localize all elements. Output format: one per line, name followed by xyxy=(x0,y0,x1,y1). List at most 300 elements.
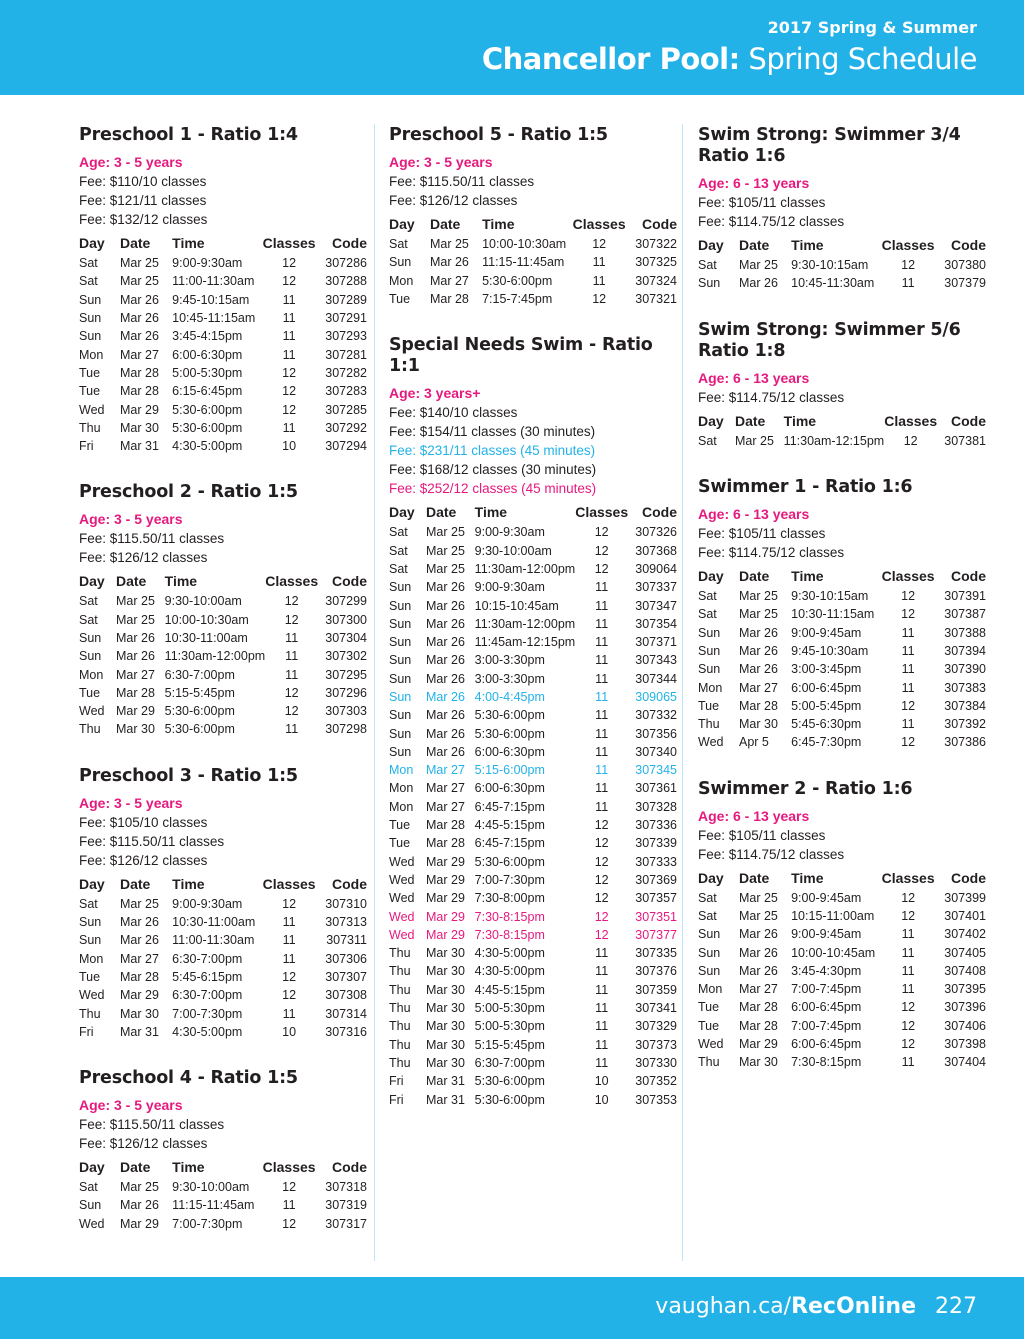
table-row xyxy=(389,743,677,761)
cell-date: Mar 26 xyxy=(426,616,465,631)
cell-day: Sat xyxy=(698,890,717,905)
cell-code: 307289 xyxy=(325,292,367,307)
cell-date: Mar 28 xyxy=(120,365,159,380)
cell-code: 307388 xyxy=(944,625,986,640)
cell-classes: 11 xyxy=(282,292,296,307)
schedule-section xyxy=(79,124,367,455)
header-date: Date xyxy=(739,567,770,584)
table-row xyxy=(698,733,986,751)
cell-day: Tue xyxy=(698,1000,720,1015)
table-row xyxy=(79,931,367,949)
cell-date: Mar 29 xyxy=(738,1037,778,1052)
cell-classes: 11 xyxy=(282,1198,296,1213)
fee-line: Fee: $110/10 classes xyxy=(79,174,207,189)
cell-code: 307288 xyxy=(325,274,367,289)
cell-time: 9:00-9:30am xyxy=(172,896,243,911)
schedule-section xyxy=(79,1067,367,1233)
cell-date: Mar 27 xyxy=(426,799,465,814)
table-row xyxy=(79,345,367,363)
schedule-section xyxy=(79,481,367,738)
schedule-section xyxy=(389,334,677,1109)
fee-line: Fee: $140/10 classes xyxy=(389,405,518,421)
cell-date: Mar 30 xyxy=(426,946,465,961)
header-time: Time xyxy=(783,412,817,429)
age-range: Age: 6 - 13 years xyxy=(698,369,810,386)
table-row xyxy=(79,968,367,986)
cell-classes: 11 xyxy=(901,643,915,658)
cell-time: 5:45-6:15pm xyxy=(172,969,243,984)
cell-code: 307391 xyxy=(944,589,986,604)
table-row xyxy=(79,1215,367,1233)
cell-day: Sat xyxy=(79,594,98,609)
cell-code: 307381 xyxy=(944,433,986,448)
cell-day: Tue xyxy=(79,685,101,700)
cell-day: Thu xyxy=(389,946,411,961)
cell-classes: 11 xyxy=(595,580,609,595)
cell-time: 10:00-10:30am xyxy=(482,237,567,252)
header-date: Date xyxy=(120,235,151,251)
cell-day: Sat xyxy=(79,612,98,627)
cell-date: Mar 28 xyxy=(426,836,465,851)
cell-day: Fri xyxy=(79,1024,94,1039)
cell-date: Mar 26 xyxy=(426,671,465,686)
table-row xyxy=(79,364,367,382)
cell-day: Tue xyxy=(79,969,101,984)
table-row xyxy=(389,541,677,559)
cell-classes: 11 xyxy=(282,951,296,966)
cell-classes: 12 xyxy=(282,274,297,289)
cell-classes: 12 xyxy=(282,384,297,399)
table-row xyxy=(389,615,677,633)
cell-time: 7:00-7:30pm xyxy=(172,1006,243,1021)
cell-classes: 11 xyxy=(901,927,915,942)
cell-classes: 12 xyxy=(282,988,297,1003)
fee-line: Fee: $231/11 classes (45 minutes) xyxy=(389,443,596,459)
header-classes: Classes xyxy=(262,1159,316,1176)
cell-code: 307343 xyxy=(635,653,677,668)
table-row xyxy=(389,981,677,999)
cell-day: Thu xyxy=(79,420,101,435)
cell-date: Mar 25 xyxy=(116,612,155,627)
cell-classes: 12 xyxy=(901,258,916,273)
cell-date: Mar 25 xyxy=(735,433,774,448)
cell-time: 9:30-10:15am xyxy=(791,258,869,273)
cell-classes: 11 xyxy=(901,680,915,695)
cell-classes: 12 xyxy=(282,402,297,417)
page-footer xyxy=(0,1277,1024,1339)
cell-day: Sun xyxy=(79,631,102,645)
column-divider xyxy=(682,124,683,1261)
table-row xyxy=(389,688,677,706)
cell-day: Wed xyxy=(389,909,415,924)
cell-code: 307336 xyxy=(635,818,677,833)
cell-classes: 12 xyxy=(594,818,609,833)
cell-day: Tue xyxy=(698,1018,720,1033)
section-title: Preschool 1 - Ratio 1:4 xyxy=(79,125,298,145)
cell-day: Sun xyxy=(698,945,721,960)
schedule-section xyxy=(79,765,367,1041)
table-header-row xyxy=(79,1156,367,1178)
cell-time: 9:00-9:45am xyxy=(791,625,862,640)
fee-line: Fee: $126/12 classes xyxy=(79,1136,208,1152)
cell-time: 6:00-6:45pm xyxy=(791,680,862,695)
cell-classes: 12 xyxy=(284,704,299,719)
cell-classes: 12 xyxy=(594,891,609,906)
cell-date: Mar 27 xyxy=(426,781,465,796)
table-row xyxy=(389,798,677,816)
cell-code: 307353 xyxy=(635,1092,677,1107)
cell-date: Mar 25 xyxy=(429,237,469,252)
fee-line: Fee: $105/11 classes xyxy=(698,195,826,210)
cell-date: Mar 26 xyxy=(738,927,778,942)
cell-day: Sat xyxy=(698,433,717,448)
cell-code: 307281 xyxy=(325,347,367,362)
section-title: Swim Strong: Swimmer 3/4 Ratio 1:6 xyxy=(698,125,961,166)
cell-time: 7:00-7:45pm xyxy=(791,982,862,997)
table-row xyxy=(389,871,677,889)
table-row xyxy=(698,1035,986,1053)
cell-time: 5:15-6:00pm xyxy=(474,763,545,778)
cell-code: 307311 xyxy=(326,933,367,948)
schedule-table xyxy=(79,232,367,455)
header-classes: Classes xyxy=(265,573,319,590)
header-time: Time xyxy=(791,869,824,886)
cell-day: Sat xyxy=(389,561,408,576)
cell-date: Mar 26 xyxy=(739,276,778,291)
cell-day: Sun xyxy=(698,662,721,677)
cell-code: 307408 xyxy=(944,963,986,978)
cell-code: 307291 xyxy=(325,311,367,326)
cell-day: Sun xyxy=(389,635,412,650)
cell-code: 307337 xyxy=(635,580,677,595)
schedule-table xyxy=(698,565,986,752)
cell-classes: 12 xyxy=(901,735,916,750)
header-day: Day xyxy=(389,504,415,521)
cell-date: Mar 26 xyxy=(120,329,159,344)
cell-code: 307282 xyxy=(325,365,367,380)
fee-line: Fee: $115.50/11 classes xyxy=(79,1117,225,1133)
cell-code: 307341 xyxy=(635,1001,677,1016)
header-time: Time xyxy=(474,504,508,521)
table-header-row xyxy=(389,213,677,235)
table-row xyxy=(698,623,986,641)
cell-day: Mon xyxy=(389,799,414,814)
section-title: Preschool 4 - Ratio 1:5 xyxy=(79,1068,298,1089)
pool-name: Chancellor Pool: xyxy=(481,42,740,76)
cell-time: 7:00-7:30pm xyxy=(474,872,545,887)
cell-day: Sat xyxy=(79,256,98,271)
cell-time: 10:45-11:30am xyxy=(791,276,875,291)
cell-time: 4:45-5:15pm xyxy=(474,982,545,997)
cell-date: Mar 26 xyxy=(426,598,465,613)
cell-date: Mar 25 xyxy=(120,896,159,911)
cell-time: 4:30-5:00pm xyxy=(172,439,243,454)
cell-code: 307325 xyxy=(635,255,677,270)
cell-classes: 11 xyxy=(595,690,609,704)
header-day: Day xyxy=(79,1159,105,1176)
schedule-column-1 xyxy=(79,124,367,1259)
cell-date: Mar 27 xyxy=(429,273,469,288)
table-row xyxy=(79,592,367,610)
cell-classes: 11 xyxy=(595,781,609,796)
cell-time: 5:30-6:00pm xyxy=(482,273,553,288)
cell-date: Mar 29 xyxy=(120,402,159,417)
cell-time: 9:45-10:15am xyxy=(172,292,250,307)
header-code: Code xyxy=(951,869,986,886)
header-date: Date xyxy=(738,869,770,886)
table-row xyxy=(389,816,677,834)
cell-time: 10:15-11:00am xyxy=(791,909,875,923)
cell-time: 10:00-10:45am xyxy=(791,945,876,960)
cell-date: Mar 26 xyxy=(429,255,469,270)
cell-time: 9:00-9:45am xyxy=(791,890,862,905)
cell-classes: 11 xyxy=(595,982,609,997)
cell-classes: 11 xyxy=(595,763,609,778)
header-date: Date xyxy=(116,573,147,590)
cell-day: Thu xyxy=(79,722,101,737)
cell-date: Mar 26 xyxy=(120,311,159,326)
cell-code: 307326 xyxy=(635,525,677,540)
schedule-table xyxy=(698,234,986,293)
cell-day: Tue xyxy=(79,365,101,380)
header-code: Code xyxy=(951,237,986,253)
cell-code: 307345 xyxy=(635,763,677,778)
table-row xyxy=(698,642,986,660)
table-header-row xyxy=(698,565,986,587)
cell-day: Tue xyxy=(389,292,411,307)
cell-day: Mon xyxy=(79,951,104,966)
cell-code: 307387 xyxy=(944,607,986,622)
cell-date: Mar 30 xyxy=(738,1055,778,1070)
table-row xyxy=(698,697,986,715)
table-row xyxy=(698,587,986,605)
cell-date: Mar 26 xyxy=(426,635,465,650)
cell-classes: 12 xyxy=(901,890,916,905)
cell-code: 307319 xyxy=(325,1198,367,1213)
cell-classes: 11 xyxy=(282,311,296,326)
cell-day: Fri xyxy=(389,1074,404,1089)
header-day: Day xyxy=(79,875,105,892)
cell-code: 307324 xyxy=(635,273,677,288)
cell-time: 5:30-6:00pm xyxy=(474,1074,545,1089)
header-classes: Classes xyxy=(262,235,316,251)
cell-time: 10:30-11:00am xyxy=(172,915,256,930)
header-code: Code xyxy=(332,875,367,892)
table-row xyxy=(389,907,677,925)
cell-classes: 12 xyxy=(284,612,299,627)
cell-time: 6:00-6:45pm xyxy=(791,1000,862,1015)
cell-code: 307292 xyxy=(325,420,367,435)
cell-classes: 11 xyxy=(282,933,296,948)
cell-date: Mar 26 xyxy=(426,744,465,759)
cell-date: Mar 30 xyxy=(426,964,465,979)
cell-classes: 11 xyxy=(901,963,915,978)
cell-classes: 11 xyxy=(595,1037,609,1052)
table-row xyxy=(79,1178,367,1196)
cell-date: Mar 31 xyxy=(120,439,159,454)
cell-day: Sun xyxy=(698,625,721,640)
cell-date: Mar 26 xyxy=(116,649,155,664)
table-row xyxy=(698,925,986,943)
cell-classes: 11 xyxy=(285,722,299,737)
cell-time: 6:30-7:00pm xyxy=(172,951,243,966)
cell-time: 5:00-5:30pm xyxy=(172,365,243,380)
cell-time: 4:30-5:00pm xyxy=(474,946,545,961)
cell-code: 307380 xyxy=(944,258,986,273)
header-time: Time xyxy=(172,875,205,892)
cell-code: 307308 xyxy=(325,988,367,1003)
age-range: Age: 6 - 13 years xyxy=(698,807,810,824)
cell-code: 307384 xyxy=(944,698,986,713)
table-header-row xyxy=(698,234,986,256)
cell-classes: 12 xyxy=(594,854,609,869)
cell-time: 5:15-5:45pm xyxy=(474,1037,545,1052)
cell-classes: 12 xyxy=(594,561,609,576)
table-row xyxy=(389,724,677,742)
table-row xyxy=(698,1017,986,1035)
cell-classes: 12 xyxy=(594,543,609,558)
cell-date: Mar 26 xyxy=(426,580,465,595)
cell-time: 11:00-11:30am xyxy=(172,933,255,948)
cell-day: Thu xyxy=(389,982,411,997)
cell-classes: 12 xyxy=(284,685,299,700)
page-title xyxy=(482,42,977,76)
header-time: Time xyxy=(482,216,515,232)
cell-day: Sat xyxy=(698,589,717,604)
season-label: 2017 Spring & Summer xyxy=(767,18,977,37)
cell-classes: 12 xyxy=(901,909,916,923)
table-row xyxy=(698,907,986,925)
cell-classes: 11 xyxy=(285,631,299,645)
cell-classes: 11 xyxy=(595,744,609,759)
schedule-table xyxy=(79,873,367,1041)
cell-code: 307296 xyxy=(325,685,367,700)
section-title: Special Needs Swim - Ratio 1:1 xyxy=(389,335,653,377)
cell-date: Mar 26 xyxy=(426,708,465,723)
cell-time: 9:00-9:30am xyxy=(474,580,545,595)
cell-classes: 11 xyxy=(282,329,296,344)
cell-date: Mar 26 xyxy=(120,1198,159,1213)
table-row xyxy=(698,962,986,980)
cell-time: 5:30-6:00pm xyxy=(164,704,235,719)
cell-date: Mar 25 xyxy=(426,543,465,558)
cell-time: 5:30-6:00pm xyxy=(164,722,235,737)
cell-date: Mar 29 xyxy=(426,927,465,942)
cell-day: Sun xyxy=(389,580,412,595)
cell-time: 6:00-6:30pm xyxy=(172,347,243,362)
cell-time: 4:45-5:15pm xyxy=(474,818,545,833)
cell-time: 5:00-5:30pm xyxy=(474,1019,545,1034)
header-code: Code xyxy=(332,235,367,251)
cell-time: 11:30am-12:00pm xyxy=(474,561,576,576)
cell-day: Sun xyxy=(79,915,102,930)
table-row xyxy=(389,670,677,688)
cell-date: Mar 30 xyxy=(426,1037,465,1052)
table-row xyxy=(389,999,677,1017)
header-code: Code xyxy=(951,567,986,584)
cell-time: 10:00-10:30am xyxy=(164,612,249,627)
header-time: Time xyxy=(791,567,824,584)
cell-time: 6:00-6:30pm xyxy=(474,744,545,759)
cell-classes: 11 xyxy=(901,982,915,997)
table-header-row xyxy=(389,501,677,523)
cell-day: Sat xyxy=(389,525,408,540)
cell-day: Wed xyxy=(389,927,415,942)
cell-date: Mar 28 xyxy=(116,685,155,700)
cell-day: Sun xyxy=(389,653,412,668)
cell-code: 307300 xyxy=(325,612,367,627)
footer-link[interactable] xyxy=(655,1294,916,1319)
schedule-section xyxy=(698,319,986,450)
cell-code: 307383 xyxy=(944,680,986,695)
cell-date: Apr 5 xyxy=(739,735,769,750)
cell-classes: 12 xyxy=(901,589,916,604)
cell-code: 307396 xyxy=(944,1000,986,1015)
fee-line: Fee: $114.75/12 classes xyxy=(698,389,845,405)
cell-code: 307295 xyxy=(325,667,367,682)
cell-classes: 12 xyxy=(594,909,609,924)
age-range: Age: 6 - 13 years xyxy=(698,175,810,191)
fee-line: Fee: $114.75/12 classes xyxy=(698,846,845,862)
table-row xyxy=(698,256,986,274)
fee-line: Fee: $126/12 classes xyxy=(389,193,518,208)
cell-date: Mar 25 xyxy=(739,258,778,273)
cell-classes: 12 xyxy=(901,607,916,622)
cell-day: Mon xyxy=(389,781,414,796)
cell-code: 307340 xyxy=(635,744,677,759)
cell-date: Mar 26 xyxy=(738,945,778,960)
cell-date: Mar 26 xyxy=(739,643,778,658)
cell-code: 307402 xyxy=(944,927,986,942)
table-row xyxy=(389,944,677,962)
table-row xyxy=(389,889,677,907)
cell-classes: 11 xyxy=(901,662,915,677)
cell-day: Sun xyxy=(79,933,102,948)
cell-code: 307329 xyxy=(635,1019,677,1034)
cell-date: Mar 29 xyxy=(426,891,465,906)
fee-line: Fee: $121/11 classes xyxy=(79,193,207,208)
cell-time: 6:15-6:45pm xyxy=(172,384,243,399)
schedule-section xyxy=(698,476,986,752)
cell-date: Mar 27 xyxy=(426,763,465,778)
page-number: 227 xyxy=(935,1294,977,1319)
cell-day: Sat xyxy=(698,909,717,923)
cell-time: 4:30-5:00pm xyxy=(474,964,545,979)
cell-code: 307307 xyxy=(325,969,367,984)
cell-day: Mon xyxy=(79,667,104,682)
table-row xyxy=(79,382,367,400)
cell-time: 11:30am-12:00pm xyxy=(164,649,266,664)
cell-date: Mar 26 xyxy=(739,662,778,677)
cell-day: Wed xyxy=(389,872,415,887)
cell-day: Sun xyxy=(389,708,412,723)
cell-day: Tue xyxy=(698,698,720,713)
cell-date: Mar 28 xyxy=(429,292,469,307)
cell-code: 307322 xyxy=(635,237,677,252)
cell-date: Mar 28 xyxy=(738,1000,778,1015)
cell-time: 6:30-7:00pm xyxy=(164,667,235,682)
cell-classes: 11 xyxy=(901,945,915,960)
cell-date: Mar 26 xyxy=(120,915,159,930)
table-row xyxy=(389,560,677,578)
cell-code: 307298 xyxy=(325,722,367,737)
cell-date: Mar 31 xyxy=(120,1024,159,1039)
cell-date: Mar 25 xyxy=(739,589,778,604)
age-range: Age: 6 - 13 years xyxy=(698,505,810,522)
cell-code: 307395 xyxy=(944,982,986,997)
cell-time: 11:45am-12:15pm xyxy=(474,635,576,650)
table-row xyxy=(389,578,677,596)
